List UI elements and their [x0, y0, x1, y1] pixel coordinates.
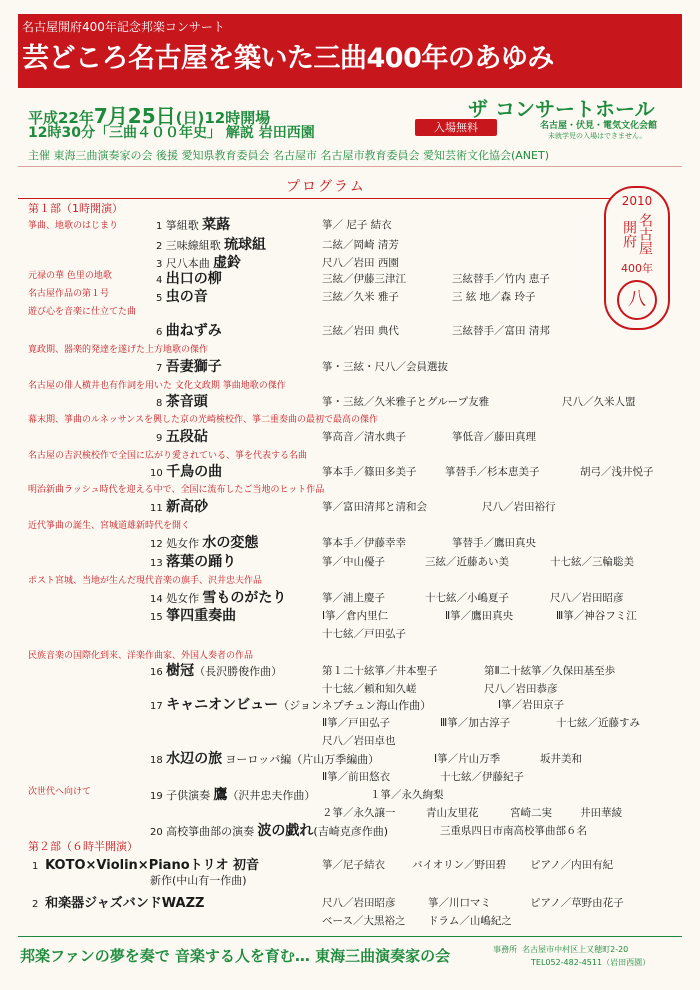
performer: 箏・三絃・尺八／会員選抜: [322, 361, 448, 373]
program-item: 4 出口の柳: [156, 271, 222, 287]
performer: Ⅰ箏／片山万季: [434, 753, 501, 765]
program-item: 9 五段砧: [156, 429, 208, 445]
era-label: 名古屋作品の第１号: [28, 289, 110, 299]
performer: 箏高音／清水典子: [322, 431, 406, 443]
era-label: 幕末期、箏曲のルネッサンスを興した京の光崎検校作、箏二重奏曲の最初で最高の傑作: [28, 415, 379, 425]
program-item: 11 新高砂: [150, 499, 209, 515]
program-item: 17 キャニオンビュー（ジョンネプチュン海山作曲）: [150, 697, 432, 713]
admission-badge: 入場無料: [415, 119, 497, 136]
date-prefix: 平成22年: [28, 109, 94, 127]
performer: 三重県四日市南高校箏曲部６名: [440, 825, 587, 837]
anniversary-badge: [604, 186, 670, 330]
office-address: 名古屋市中村区上又穂町2-20: [522, 945, 629, 954]
program-item: 18 水辺の旅 ヨーロッパ編（片山万季編曲）: [150, 751, 380, 767]
performer: Ⅲ箏／加古淳子: [440, 717, 511, 729]
performer: 尺八／岩田昭彦: [550, 592, 624, 604]
performer: 三絃／岩田 典代: [322, 325, 399, 337]
performer: 三絃替手／竹内 恵子: [452, 273, 550, 285]
performer: Ⅲ箏／神谷フミ江: [556, 610, 637, 622]
program-item: 2 三味線組歌 琉球組: [156, 237, 267, 253]
performer: 箏／浦上慶子: [322, 592, 385, 604]
organizer-line: 主催 東海三曲演奏家の会 後援 愛知県教育委員会 名古屋市 名古屋市教育委員会 愛知芸術文化協会(ANET): [28, 149, 549, 162]
performer: 箏・三絃／久米雅子とグループ友雅: [322, 396, 490, 408]
program-item: 14 処女作 雪ものがたり: [150, 590, 287, 606]
performer: 十七絃／戸田弘子: [322, 628, 406, 640]
performer: ドラム／山嶋紀之: [428, 915, 512, 927]
era-label: 遊び心を音楽に仕立てた曲: [28, 307, 137, 317]
performer: ベース／大黒裕之: [322, 915, 406, 927]
performer: 三絃／近藤あい美: [425, 556, 509, 568]
program-item: 1 箏組歌 菜蕗: [156, 217, 231, 233]
performer: 三絃替手／富田 清邦: [452, 325, 550, 337]
office-label: 事務所: [493, 945, 517, 954]
performer: １箏／永久絢梨: [370, 789, 444, 801]
program-item: 10 千鳥の曲: [150, 464, 223, 480]
program-item: 2 和楽器ジャズバンドWAZZ: [32, 896, 205, 911]
performer: 箏替手／鷹田真央: [452, 537, 536, 549]
era-label: 元禄の華 色里の地歌: [28, 271, 112, 281]
performer: 箏／富田清邦と清和会: [322, 501, 427, 513]
performer: 尺八／岩田裕行: [482, 501, 556, 513]
performer: 三 絃 地／森 玲子: [452, 291, 536, 303]
performer: 箏本手／伊藤幸幸: [322, 537, 406, 549]
badge-year: 2010: [621, 194, 653, 208]
era-label: 明治新曲ラッシュ時代を迎える中で、全国に流布したご当地のヒット作品: [28, 485, 325, 495]
performer: 箏本手／篠田多美子: [322, 466, 417, 478]
performer: 尺八／岩田卓也: [322, 735, 396, 747]
era-label: 名古屋の吉沢検校作で全国に広がり愛されている、箏を代表する名曲: [28, 451, 308, 461]
performer: 箏低音／藤田真理: [452, 431, 536, 443]
program-item: 16 樹冠（長沢勝俊作曲）: [150, 663, 283, 679]
performer: ピアノ／内田有紀: [530, 859, 614, 871]
program-item: 19 子供演奏 鷹（沢井忠夫作曲）: [150, 787, 316, 803]
performer: 十七絃／近藤すみ: [556, 717, 640, 729]
divider: [18, 936, 682, 937]
program-item-sub: 新作(中山有一作曲): [150, 874, 247, 887]
main-title: 芸どころ名古屋を築いた三曲400年のあゆみ: [22, 43, 554, 74]
program-item: 6 曲ねずみ: [156, 323, 222, 339]
performer: 尺八／岩田昭彦: [322, 897, 396, 909]
date-main: 7月25日: [93, 104, 176, 128]
performer: ２箏／永久譲一: [322, 807, 396, 819]
performer: 十七絃／小嶋夏子: [425, 592, 509, 604]
era-label: 民族音楽の国際化到来、洋楽作曲家、外国人奏者の作品: [28, 651, 254, 661]
subtitle: 名古屋開府400年記念邦楽コンサート: [22, 20, 225, 34]
office-tel: TEL052-482-4511（岩田西園）: [531, 958, 651, 967]
performer: 箏替手／杉本恵美子: [445, 466, 540, 478]
era-label: 近代箏曲の誕生、宮城道雄新時代を開く: [28, 521, 191, 531]
venue-location: 名古屋・伏見・電気文化会館: [540, 121, 658, 131]
era-label: 名古屋の俳人横井也有作詞を用いた 文化文政期 箏曲地歌の傑作: [28, 381, 286, 391]
program-item: 1 KOTO×Violin×Pianoトリオ 初音: [32, 858, 260, 873]
performer: Ⅰ箏／倉内里仁: [322, 610, 389, 622]
performer: 第Ⅱ二十絃箏／久保田基至歩: [484, 665, 616, 677]
performer: 胡弓／浅井悦子: [580, 466, 654, 478]
performer: 井田華綾: [580, 807, 622, 819]
era-label: 箏曲、地歌のはじまり: [28, 221, 119, 231]
program-item: 20 高校箏曲部の演奏 波の戯れ(吉崎克彦作曲): [150, 823, 389, 839]
badge-mark-icon: 八: [617, 280, 657, 320]
performer: Ⅱ箏／戸田弘子: [322, 717, 391, 729]
performer: 宮崎二実: [510, 807, 552, 819]
performer: 第１二十絃箏／井本聖子: [322, 665, 438, 677]
date-suffix: (日)12時開場: [175, 109, 271, 127]
performer: Ⅰ箏／岩田京子: [498, 699, 565, 711]
era-label: 寛政期、器楽的発達を遂げた上方地歌の傑作: [28, 345, 209, 355]
venue-note: 未就学児の入場はできません。: [548, 132, 647, 140]
divider: [18, 198, 638, 199]
performer: 青山友里花: [426, 807, 479, 819]
part2-heading: 第２部（６時半開演）: [28, 840, 138, 853]
venue-name: ザ コンサートホール: [468, 97, 655, 121]
badge-num: 400年: [621, 262, 653, 275]
performer: 十七絃／伊藤紀子: [440, 771, 524, 783]
divider: [18, 166, 682, 167]
program-item: 15 箏四重奏曲: [150, 608, 237, 624]
performer: 箏／ 尼子 結衣: [322, 219, 392, 231]
program-heading: プログラム: [286, 179, 366, 195]
performer: 三絃／久米 雅子: [322, 291, 399, 303]
performer: 十七絃／頼和知久嵯: [322, 683, 417, 695]
era-label: ポスト宮城、当地が生んだ現代音楽の旗手、沢井忠夫作品: [28, 576, 263, 586]
performer: 箏／尼子結衣: [322, 859, 385, 871]
program-item: 5 虫の音: [156, 289, 208, 305]
performer: 尺八／久米人盟: [562, 396, 636, 408]
era-label: 次世代へ向けて: [28, 787, 92, 797]
program-item: 13 落葉の踊り: [150, 554, 237, 570]
program-item: 3 尺八本曲 虚鈴: [156, 255, 242, 271]
performer: 二絃／岡崎 清芳: [322, 239, 399, 251]
performer: 箏／川口マミ: [428, 897, 491, 909]
performer: 箏／中山優子: [322, 556, 385, 568]
performer: Ⅱ箏／前田悠衣: [322, 771, 391, 783]
performer: 坂井美和: [540, 753, 582, 765]
performer: Ⅱ箏／鷹田真央: [445, 610, 514, 622]
performer: ピアノ／草野由花子: [530, 897, 624, 909]
program-item: 8 茶音頭: [156, 394, 208, 410]
performer: 尺八／岩田恭彦: [484, 683, 558, 695]
performer: バイオリン／野田碧: [412, 859, 507, 871]
performer: 三絃／伊藤三津江: [322, 273, 406, 285]
performer: 尺八／岩田 西園: [322, 257, 399, 269]
performer: 十七絃／三輪聡美: [550, 556, 634, 568]
footer-office: [493, 944, 650, 970]
footer-slogan: 邦楽ファンの夢を奏で 音楽する人を育む… 東海三曲演奏家の会: [20, 947, 451, 965]
program-item: 7 吾妻獅子: [156, 359, 222, 375]
badge-text: 名古屋開府: [621, 213, 653, 255]
event-time: 12時30分「三曲４００年史」 解説 岩田西園: [28, 125, 315, 141]
part1-heading: 第１部（1時開演）: [28, 202, 123, 215]
program-item: 12 処女作 水の変態: [150, 535, 259, 551]
